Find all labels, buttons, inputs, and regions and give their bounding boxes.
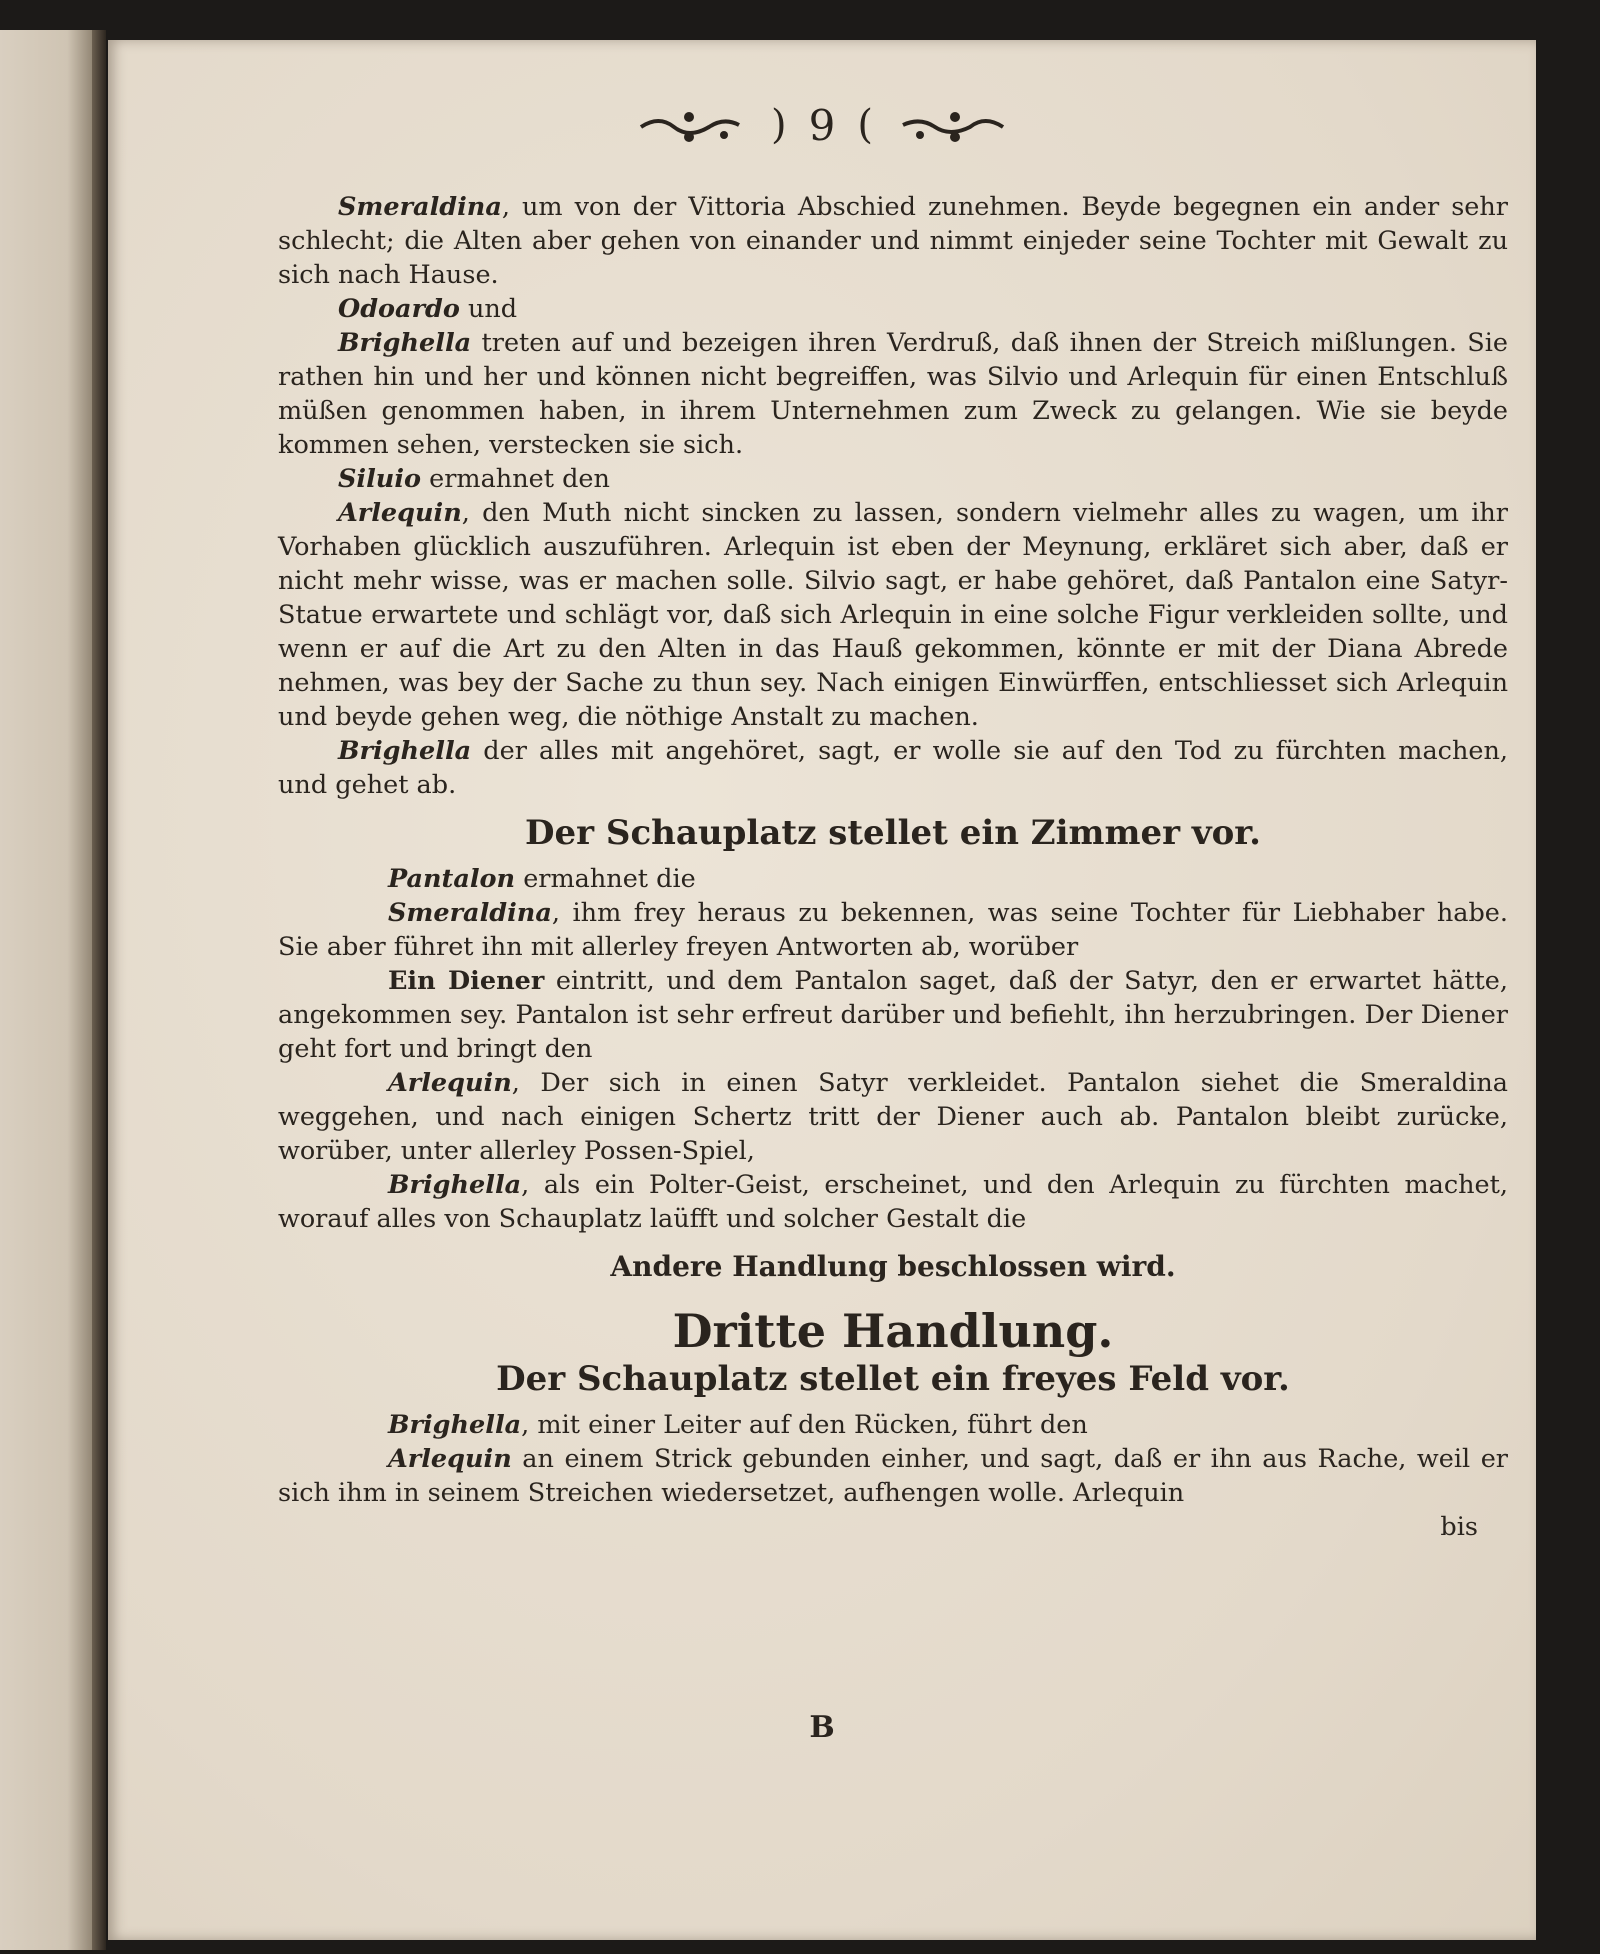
paragraph: Brighella der alles mit angehöret, sagt, er wolle sie auf den Tod zu fürchten machen, und gehet ab.: [278, 736, 1508, 800]
paragraph: Arlequin, den Muth nicht sincken zu lassen, sondern vielmehr alles zu wagen, um ihr Vorhaben glücklich auszuführen. Arlequin ist eben der Meynung, erkläret sich aber, daß er nicht mehr wisse, was er machen solle. Silvio sagt, er habe gehöret, daß Pantalon eine Satyr-Statue erwartete und schlägt vor, daß sich Arlequin in eine solche Figur verkleiden sollte, und wenn er auf die Art zu den Alten in das Hauß gekommen, könnte er mit der Diana Abrede nehmen, was bey der Sache zu thun sey. Nach einigen Einwürffen, entschliesset sich Arlequin und beyde gehen weg, die nöthige Anstalt zu machen.: [278, 498, 1508, 732]
left-ornament-icon: [639, 105, 749, 145]
book-page: [108, 40, 1536, 1940]
paragraph: Pantalon ermahnet die: [388, 864, 696, 894]
paragraph: Smeraldina, um von der Vittoria Abschied zunehmen. Beyde begegnen ein ander sehr schlecht; die Alten aber gehen von einander und nimmt einjeder seine Tochter mit Gewalt zu sich nach Hause.: [278, 192, 1508, 290]
paragraph: Siluio ermahnet den: [338, 464, 610, 494]
act-end-line: Andere Handlung beschlossen wird.: [610, 1250, 1176, 1283]
book-gutter: [92, 30, 106, 1950]
catchword-line: [278, 1510, 1508, 1548]
paragraph: Ein Diener eintritt, und dem Pantalon saget, daß der Satyr, den er erwartet hätte, angekommen sey. Pantalon ist sehr erfreut darüber und befiehlt, ihn herzubringen. Der Diener geht fort und bringt den: [278, 966, 1509, 1064]
paragraph: Arlequin an einem Strick gebunden einher, und sagt, daß er ihn aus Rache, weil er sich ihm in seinem Streichen wiedersetzet, aufhengen wolle. Arlequin: [278, 1444, 1508, 1508]
act-heading: Dritte Handlung.: [672, 1304, 1114, 1358]
catchword: bis: [1440, 1512, 1478, 1542]
page-text: [278, 190, 1508, 1548]
scene-heading: Der Schauplatz stellet ein Zimmer vor.: [525, 813, 1261, 853]
paragraph: Arlequin, Der sich in einen Satyr verkleidet. Pantalon siehet die Smeraldina weggehen, und nach einigen Schertz tritt der Diener auch ab. Pantalon bleibt zurücke, worüber, unter allerley Possen-Spiel,: [278, 1068, 1508, 1166]
paragraph: Brighella treten auf und bezeigen ihren Verdruß, daß ihnen der Streich mißlungen. Sie rathen hin und her und können nicht begreiffen, was Silvio und Arlequin für einen Entschluß müßen genommen haben, in ihrem Unternehmen zum Zweck zu gelangen. Wie sie beyde kommen sehen, verstecken sie sich.: [278, 328, 1508, 460]
page-header: ) 9 (: [108, 95, 1536, 155]
right-ornament-icon: [895, 105, 1005, 145]
paragraph: Brighella, mit einer Leiter auf den Rücken, führt den: [388, 1410, 1088, 1440]
signature-mark: B: [809, 1710, 835, 1745]
previous-page-edge: [0, 30, 100, 1950]
paragraph: Brighella, als ein Polter-Geist, erscheinet, und den Arlequin zu fürchten machet, worauf alles von Schauplatz laüfft und solcher Gestalt die: [278, 1170, 1508, 1234]
paragraph: Smeraldina, ihm frey heraus zu bekennen, was seine Tochter für Liebhaber habe. Sie aber führet ihn mit allerley freyen Antworten ab, worüber: [278, 898, 1508, 962]
paragraph: Odoardo und: [338, 294, 518, 324]
scene-heading: Der Schauplatz stellet ein freyes Feld vor.: [496, 1359, 1290, 1399]
page-number: 9: [808, 100, 836, 150]
